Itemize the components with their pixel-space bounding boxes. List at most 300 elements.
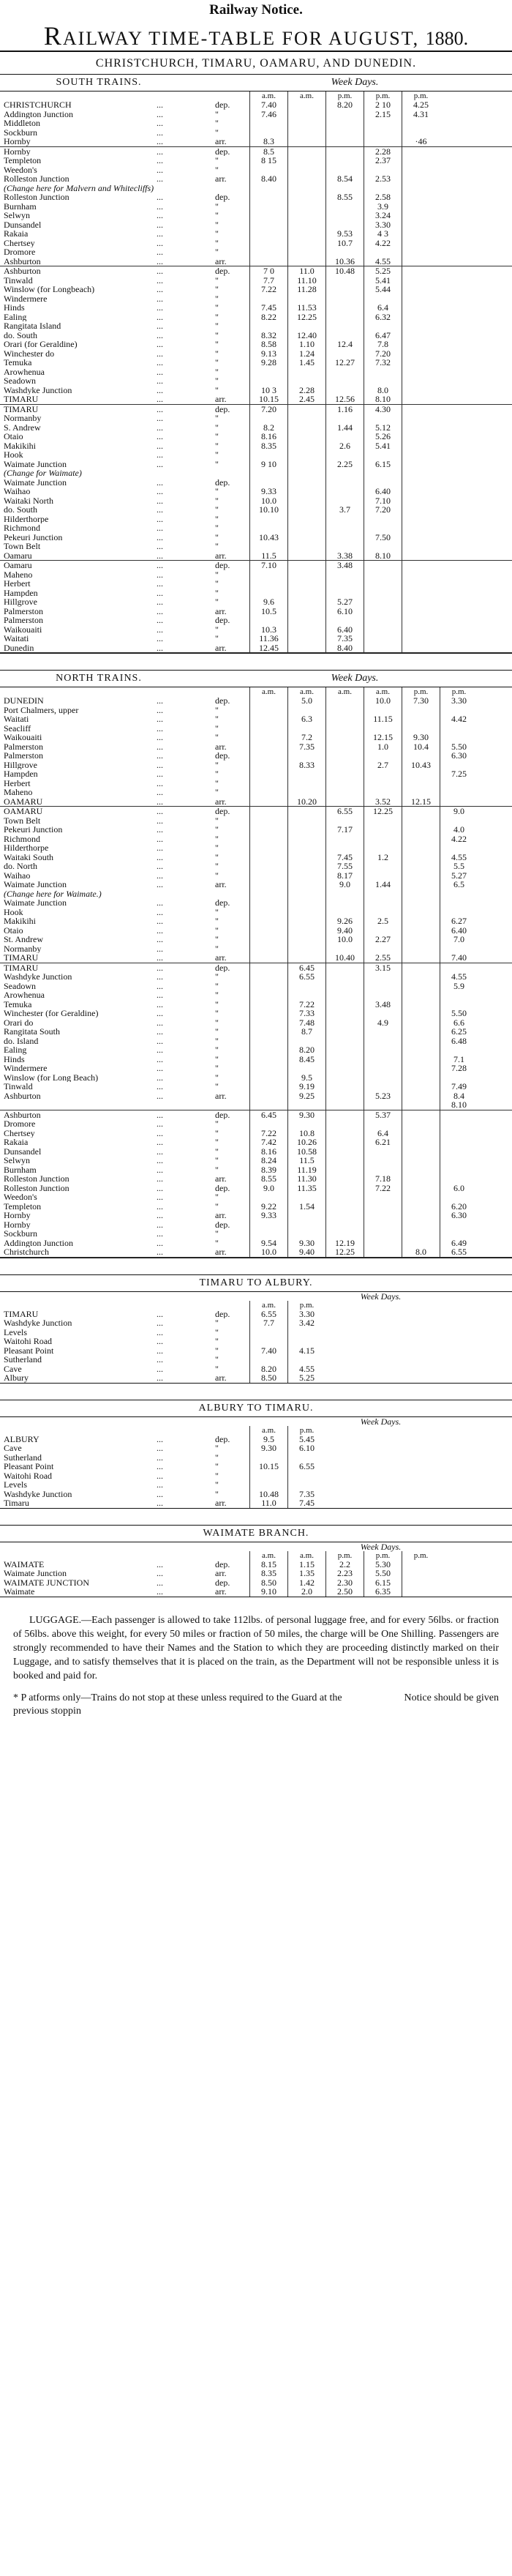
station-name: TIMARU xyxy=(4,1309,39,1318)
leader-dots: ... xyxy=(157,1027,163,1037)
train-time xyxy=(287,607,325,616)
train-time xyxy=(287,561,325,570)
leader-dots: ... xyxy=(157,834,163,843)
dep-arr-mark: arr. xyxy=(215,1373,227,1383)
train-time xyxy=(287,460,325,469)
dep-arr-mark: " xyxy=(215,459,219,468)
station-name: Ashburton xyxy=(4,1091,41,1100)
train-time: 8.35 xyxy=(249,1569,287,1578)
train-time xyxy=(440,963,478,973)
south-trains-section xyxy=(0,74,512,654)
leader-dots: ... xyxy=(157,1064,163,1073)
train-time: 12.15 xyxy=(402,797,440,807)
train-time xyxy=(364,889,402,899)
train-time xyxy=(325,724,364,733)
train-time: 4.55 xyxy=(364,257,402,266)
leader-dots: ... xyxy=(157,796,163,806)
timetable-row xyxy=(0,515,512,524)
train-time xyxy=(249,239,287,248)
timetable-row xyxy=(0,1147,512,1157)
train-time: 7.1 xyxy=(440,1055,478,1064)
train-time xyxy=(364,926,402,936)
train-time: 7.45 xyxy=(249,303,287,313)
train-time xyxy=(364,769,402,779)
train-time: 9 10 xyxy=(249,460,287,469)
station-name: Rolleston Junction xyxy=(4,1183,69,1192)
train-time: 5.41 xyxy=(364,441,402,451)
train-time: 4 3 xyxy=(364,229,402,239)
timetable-row xyxy=(0,496,512,506)
train-time xyxy=(325,468,364,478)
timetable-row xyxy=(0,898,512,908)
timetable-row xyxy=(0,1184,512,1193)
leader-dots: ... xyxy=(157,303,163,313)
train-time xyxy=(287,807,325,816)
station-name: Hook xyxy=(4,450,23,460)
train-time xyxy=(402,165,440,175)
dep-arr-mark: " xyxy=(215,1018,219,1027)
timetable-row xyxy=(0,616,512,625)
leader-dots: ... xyxy=(157,220,163,229)
train-time xyxy=(249,1091,287,1101)
train-time xyxy=(287,1192,325,1202)
train-time: 4.55 xyxy=(287,1364,325,1374)
station-name: Cave xyxy=(4,1444,22,1453)
train-time xyxy=(402,229,440,239)
branch-header xyxy=(0,1400,512,1417)
leader-dots: ... xyxy=(157,1238,163,1247)
train-time xyxy=(402,1009,440,1018)
timetable-row xyxy=(0,358,512,367)
train-time: 9.30 xyxy=(249,1444,287,1453)
leader-dots: ... xyxy=(157,1373,163,1383)
train-time xyxy=(249,1229,287,1239)
train-time: 8.58 xyxy=(249,340,287,349)
station-name: Richmond xyxy=(4,523,40,533)
train-time xyxy=(325,1119,364,1129)
train-time: 6.48 xyxy=(440,1037,478,1046)
train-time: 6.6 xyxy=(440,1018,478,1028)
timetable-row xyxy=(0,561,512,570)
train-time xyxy=(364,294,402,304)
station-name: Weedon's xyxy=(4,165,37,174)
train-time: 5.25 xyxy=(364,266,402,276)
train-time: 10.0 xyxy=(325,935,364,944)
train-time: 9.25 xyxy=(287,1091,325,1101)
train-time xyxy=(287,769,325,779)
train-time: 7.40 xyxy=(440,953,478,963)
leader-dots: ... xyxy=(157,1128,163,1138)
train-time: 7.35 xyxy=(287,742,325,752)
train-time xyxy=(287,156,325,165)
section-title: SOUTH TRAINS. xyxy=(56,77,142,88)
train-time xyxy=(249,1480,287,1490)
train-time xyxy=(402,321,440,331)
train-time xyxy=(402,889,440,899)
timetable-row xyxy=(0,156,512,165)
leader-dots: ... xyxy=(157,137,163,146)
train-time: 10.26 xyxy=(287,1138,325,1147)
train-time xyxy=(364,1119,402,1129)
train-time xyxy=(325,761,364,770)
station-name: Levels xyxy=(4,1480,27,1490)
train-time: 4.0 xyxy=(440,825,478,835)
station-name: Waikouaiti xyxy=(4,733,42,742)
leader-dots: ... xyxy=(157,999,163,1009)
timetable-row xyxy=(0,751,512,761)
train-time xyxy=(364,128,402,138)
leader-dots: ... xyxy=(157,1156,163,1165)
train-time: 8.10 xyxy=(364,395,402,404)
station-group xyxy=(0,405,512,561)
train-time xyxy=(402,147,440,157)
leader-dots: ... xyxy=(157,570,163,579)
station-name: Herbert xyxy=(4,579,31,589)
train-time: 11.0 xyxy=(287,266,325,276)
train-time xyxy=(325,797,364,807)
train-time xyxy=(287,487,325,496)
train-time: 10.0 xyxy=(249,496,287,506)
timetable-row xyxy=(0,266,512,276)
station-name: Washdyke Junction xyxy=(4,385,72,395)
train-time: 12.15 xyxy=(364,733,402,742)
train-time: 10 3 xyxy=(249,386,287,395)
train-time xyxy=(249,542,287,551)
timetable-row xyxy=(0,1364,512,1374)
train-time: 6.10 xyxy=(325,607,364,616)
train-time xyxy=(440,1156,478,1165)
train-time xyxy=(325,1138,364,1147)
train-time: 2.30 xyxy=(325,1578,364,1588)
station-name: Sockburn xyxy=(4,127,37,137)
train-time xyxy=(249,1037,287,1046)
leader-dots: ... xyxy=(157,1480,163,1490)
train-time: 8.16 xyxy=(249,432,287,441)
train-time: 6.55 xyxy=(287,972,325,982)
train-time xyxy=(249,478,287,488)
station-group xyxy=(0,807,512,963)
train-time xyxy=(325,386,364,395)
train-time xyxy=(440,733,478,742)
train-time xyxy=(249,616,287,625)
column-header-spacer xyxy=(0,92,249,100)
train-time xyxy=(402,1064,440,1073)
station-name: Port Chalmers, upper xyxy=(4,705,79,714)
train-time xyxy=(249,450,287,460)
platform-notice: Notice should be given xyxy=(404,1692,499,1703)
dep-arr-mark: " xyxy=(215,624,219,634)
dep-arr-mark: dep. xyxy=(215,616,230,625)
train-time xyxy=(287,1220,325,1230)
train-time: 4.55 xyxy=(440,972,478,982)
train-time xyxy=(287,468,325,478)
train-time xyxy=(249,742,287,752)
train-time xyxy=(325,1220,364,1230)
timetable-row xyxy=(0,174,512,184)
train-time: 8.20 xyxy=(249,1364,287,1374)
train-time: 7.28 xyxy=(440,1064,478,1073)
train-time: 8.40 xyxy=(249,174,287,184)
leader-dots: ... xyxy=(157,1471,163,1480)
leader-dots: ... xyxy=(157,1355,163,1364)
dep-arr-mark: arr. xyxy=(215,953,227,963)
train-time: 10.48 xyxy=(325,266,364,276)
train-time: 8.22 xyxy=(249,313,287,322)
train-time xyxy=(402,898,440,908)
leader-dots: ... xyxy=(157,477,163,487)
dep-arr-mark: " xyxy=(215,1355,219,1364)
train-time xyxy=(249,1119,287,1129)
station-name: Windermere xyxy=(4,1064,48,1073)
station-name: Rolleston Junction xyxy=(4,174,69,184)
train-time xyxy=(364,1247,402,1257)
timetable-row xyxy=(0,1091,512,1101)
station-name: Winchester do xyxy=(4,348,55,358)
train-time: 6.0 xyxy=(440,1184,478,1193)
dep-arr-mark: dep. xyxy=(215,266,230,276)
leader-dots: ... xyxy=(157,778,163,788)
dep-arr-mark: " xyxy=(215,1072,219,1082)
station-name: Rakaia xyxy=(4,229,29,239)
station-name: do. Island xyxy=(4,1036,39,1045)
timetable-row xyxy=(0,533,512,542)
train-time: 8.0 xyxy=(364,386,402,395)
dep-arr-mark: " xyxy=(215,1489,219,1498)
leader-dots: ... xyxy=(157,119,163,128)
train-time: 2.6 xyxy=(325,441,364,451)
train-time xyxy=(364,898,402,908)
column-header-row xyxy=(0,1426,512,1435)
timetable-row xyxy=(0,579,512,589)
train-time xyxy=(249,1073,287,1083)
station-name: Middleton xyxy=(4,119,40,128)
train-time xyxy=(402,1055,440,1064)
leader-dots: ... xyxy=(157,542,163,551)
train-time: 6.55 xyxy=(440,1247,478,1257)
timetable-row xyxy=(0,1018,512,1028)
leader-dots: ... xyxy=(157,1201,163,1211)
train-time: 8.3 xyxy=(249,137,287,146)
train-time: 8.39 xyxy=(249,1165,287,1175)
train-time: 7.40 xyxy=(249,100,287,110)
train-time: 11.28 xyxy=(287,285,325,294)
dep-arr-mark xyxy=(215,889,249,899)
train-time xyxy=(249,257,287,266)
train-time xyxy=(402,247,440,257)
station-name: St. Andrew xyxy=(4,935,43,944)
dep-arr-mark: " xyxy=(215,330,219,340)
leader-dots: ... xyxy=(157,1018,163,1027)
dep-arr-mark: " xyxy=(215,907,219,916)
timetable-row xyxy=(0,1000,512,1009)
train-time xyxy=(364,1239,402,1248)
train-time: 5.45 xyxy=(287,1435,325,1444)
am-pm-header: a.m. xyxy=(249,1426,287,1435)
station-name: Hornby xyxy=(4,146,31,156)
train-time: 6.45 xyxy=(287,963,325,973)
train-time xyxy=(402,579,440,589)
timetable-row xyxy=(0,788,512,797)
train-time: 8.50 xyxy=(249,1373,287,1383)
station-name: (Change for Waimate) xyxy=(4,468,82,478)
train-time: 4.30 xyxy=(364,405,402,414)
station-name: Ashburton xyxy=(4,1110,41,1119)
station-name: DUNEDIN xyxy=(4,696,44,706)
train-time xyxy=(287,128,325,138)
timetable-row xyxy=(0,597,512,607)
leader-dots: ... xyxy=(157,935,163,944)
train-time: 12.25 xyxy=(364,807,402,816)
station-name: Hinds xyxy=(4,1054,25,1064)
train-time xyxy=(402,589,440,598)
leader-dots: ... xyxy=(157,825,163,835)
train-time: 7.45 xyxy=(325,853,364,862)
dep-arr-mark: " xyxy=(215,542,219,551)
station-name: TIMARU xyxy=(4,963,39,972)
timetable-row xyxy=(0,414,512,423)
station-name: Dunsandel xyxy=(4,220,42,229)
train-time: 10.7 xyxy=(325,239,364,248)
column-header-spacer xyxy=(0,687,249,696)
dep-arr-mark: " xyxy=(215,312,219,321)
train-time xyxy=(402,119,440,128)
timetable-row xyxy=(0,367,512,377)
station-name: Dunedin xyxy=(4,643,34,652)
timetable-row xyxy=(0,405,512,414)
train-time xyxy=(287,889,325,899)
train-time: 1.42 xyxy=(287,1578,325,1588)
am-pm-header: a.m. xyxy=(249,1551,287,1560)
train-time: 3.48 xyxy=(364,1000,402,1009)
dep-arr-mark: " xyxy=(215,487,219,496)
train-time: 10.8 xyxy=(287,1129,325,1138)
train-time: 8.10 xyxy=(364,551,402,561)
train-time xyxy=(325,1073,364,1083)
train-time xyxy=(440,1192,478,1202)
dep-arr-mark: " xyxy=(215,238,219,247)
train-time xyxy=(402,184,440,193)
train-time xyxy=(364,589,402,598)
train-time: 6.40 xyxy=(440,926,478,936)
train-time xyxy=(249,853,287,862)
dep-arr-mark: " xyxy=(215,815,219,825)
station-name: Addington Junction xyxy=(4,109,73,119)
am-pm-header: a.m. xyxy=(287,687,325,696)
train-time xyxy=(440,889,478,899)
branch-header xyxy=(0,1526,512,1542)
train-time xyxy=(287,450,325,460)
station-name: Hornby xyxy=(4,1220,31,1229)
train-time xyxy=(364,1073,402,1083)
train-time: 7.55 xyxy=(325,862,364,871)
train-time xyxy=(325,788,364,797)
timetable-row xyxy=(0,742,512,752)
train-time: 8.54 xyxy=(325,174,364,184)
dep-arr-mark: " xyxy=(215,1337,219,1346)
leader-dots: ... xyxy=(157,1587,163,1597)
station-name: Ealing xyxy=(4,1045,27,1055)
train-time xyxy=(325,523,364,533)
leader-dots: ... xyxy=(157,100,163,110)
leader-dots: ... xyxy=(157,376,163,386)
leader-dots: ... xyxy=(157,385,163,395)
am-pm-header: p.m. xyxy=(364,92,402,100)
train-time: 9.5 xyxy=(287,1073,325,1083)
train-time xyxy=(249,1027,287,1037)
station-name: Waikouaiti xyxy=(4,624,42,634)
station-group xyxy=(0,696,512,807)
train-time xyxy=(364,1045,402,1055)
train-time xyxy=(249,468,287,478)
am-pm-header: p.m. xyxy=(287,1426,325,1435)
leader-dots: ... xyxy=(157,395,163,404)
timetable-row xyxy=(0,1165,512,1175)
train-time xyxy=(440,1129,478,1138)
timetable-row xyxy=(0,551,512,561)
train-time: 8.55 xyxy=(249,1174,287,1184)
train-time: 5.0 xyxy=(287,696,325,706)
timetable-row xyxy=(0,229,512,239)
train-time xyxy=(325,1000,364,1009)
train-time xyxy=(402,1174,440,1184)
dep-arr-mark: " xyxy=(215,385,219,395)
train-time xyxy=(325,128,364,138)
station-name: Sutherland xyxy=(4,1355,42,1364)
train-time xyxy=(325,742,364,752)
dep-arr-mark: " xyxy=(215,432,219,441)
station-name: Hillgrove xyxy=(4,760,37,769)
timetable-row xyxy=(0,1037,512,1046)
station-name: Christchurch xyxy=(4,1247,49,1257)
train-time xyxy=(402,926,440,936)
dep-arr-mark: " xyxy=(215,760,219,769)
am-pm-header: p.m. xyxy=(402,687,440,696)
train-time: 5.9 xyxy=(440,982,478,991)
station-name: Selwyn xyxy=(4,1156,30,1165)
train-time xyxy=(364,843,402,853)
station-name: Dromore xyxy=(4,1119,36,1129)
timetable-row xyxy=(0,450,512,460)
train-time: 7.18 xyxy=(364,1174,402,1184)
station-group xyxy=(0,1110,512,1258)
branch-title: WAIMATE BRANCH. xyxy=(203,1527,309,1539)
train-time xyxy=(402,1147,440,1157)
station-name: Palmerston xyxy=(4,606,43,616)
timetable-row xyxy=(0,313,512,322)
train-time xyxy=(402,257,440,266)
leader-dots: ... xyxy=(157,916,163,926)
am-pm-header: a.m. xyxy=(249,687,287,696)
train-time: 5.27 xyxy=(440,871,478,881)
train-time xyxy=(440,724,478,733)
train-time: 4.55 xyxy=(440,853,478,862)
timetable-row xyxy=(0,1490,512,1499)
station-name: Ashburton xyxy=(4,256,41,266)
train-time xyxy=(402,1560,440,1569)
station-name: OAMARU xyxy=(4,807,43,816)
train-time xyxy=(364,119,402,128)
train-time xyxy=(364,1147,402,1157)
train-time xyxy=(364,944,402,954)
timetable-row xyxy=(0,184,512,193)
train-time xyxy=(440,990,478,1000)
train-time xyxy=(287,843,325,853)
train-time xyxy=(364,1009,402,1018)
train-time xyxy=(402,1100,440,1110)
train-time xyxy=(287,376,325,386)
leader-dots: ... xyxy=(157,247,163,257)
leader-dots: ... xyxy=(157,229,163,239)
